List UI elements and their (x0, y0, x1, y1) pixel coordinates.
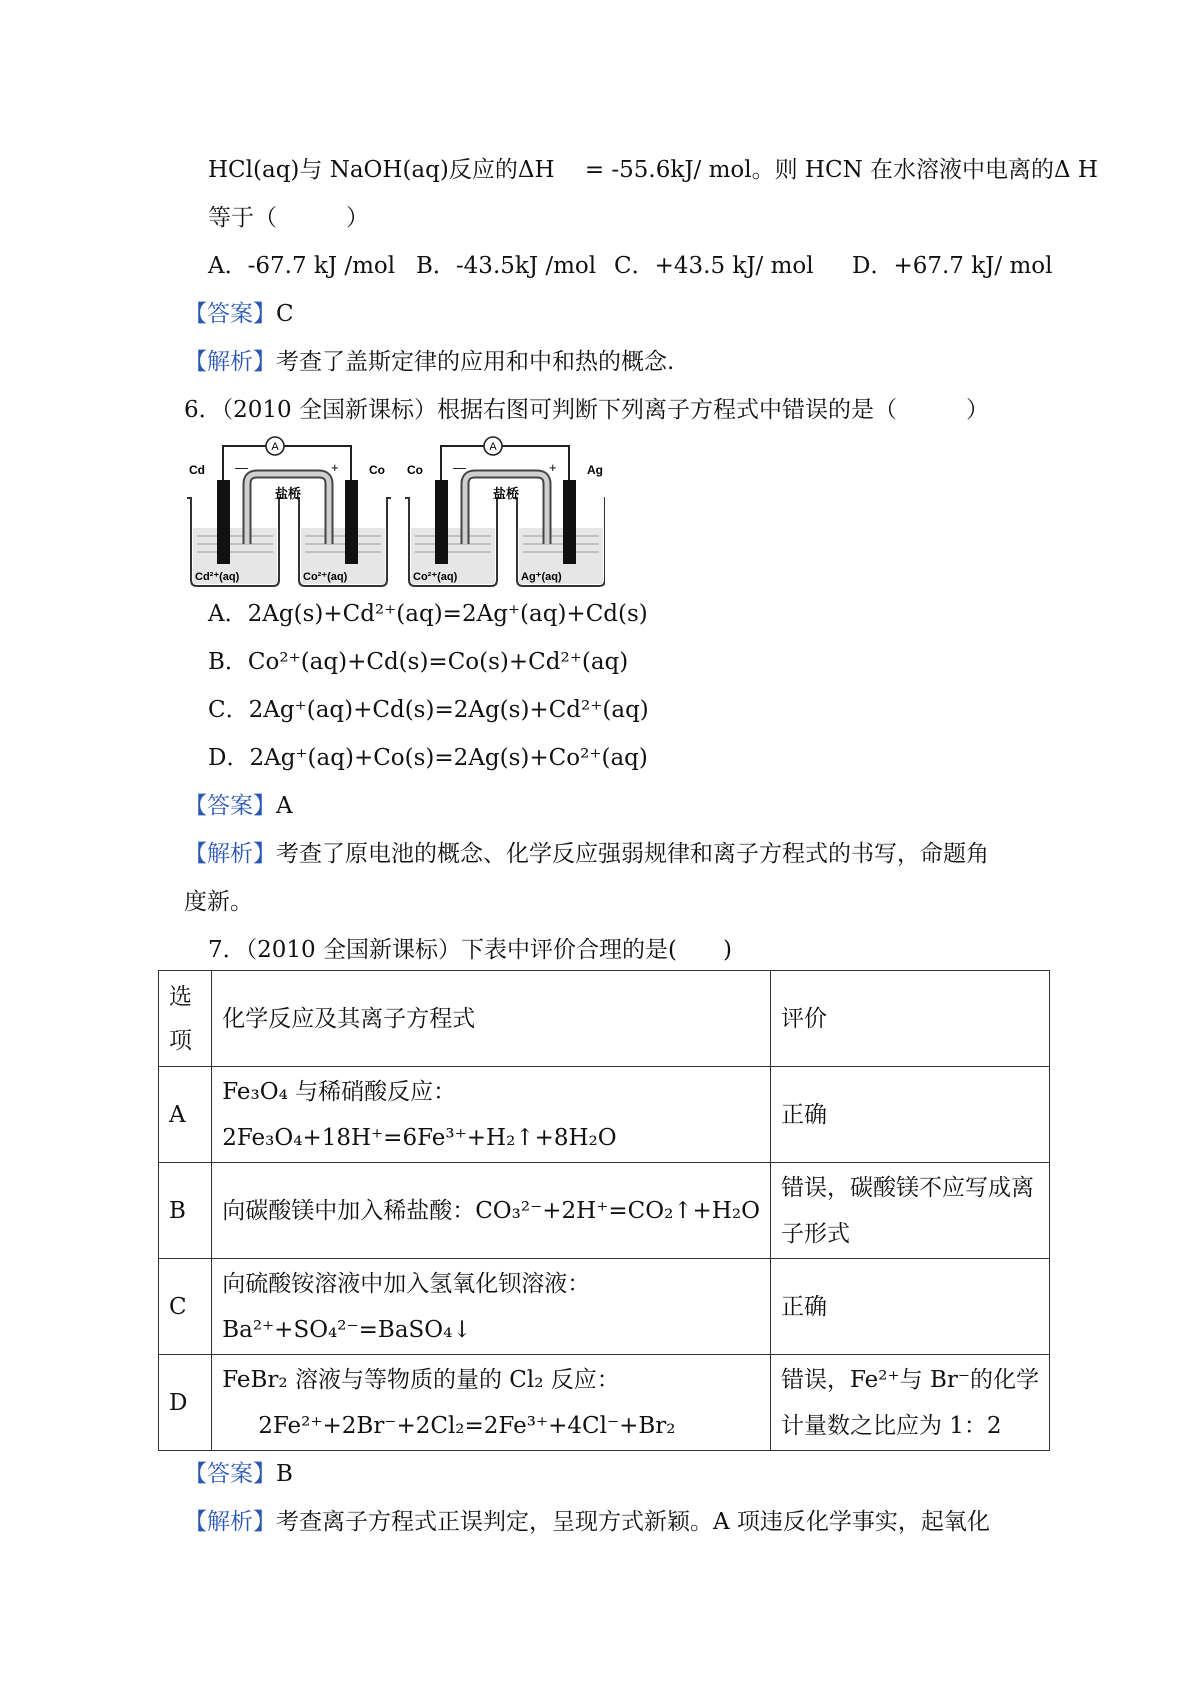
right-galvanic-cell (405, 437, 605, 586)
option-equation: 2Ag⁺(aq)+Cd(s)=2Ag(s)+Cd²⁺(aq) (248, 697, 649, 723)
cathode-label: Ag (587, 463, 603, 477)
q7-analysis (184, 1506, 990, 1538)
q7-answer (184, 1458, 293, 1490)
analysis-text: 考查了盖斯定律的应用和中和热的概念. (276, 349, 675, 375)
answer-tag: 【答案】 (184, 1461, 276, 1487)
answer-value: C (276, 301, 294, 327)
plus-sign: + (331, 460, 339, 475)
q6-option-b (208, 646, 628, 678)
row-reaction: 向碳酸镁中加入稀盐酸：CO₃²⁻+2H⁺=CO₂↑+H₂O (212, 1163, 771, 1259)
table-header-row (159, 971, 1050, 1067)
q5-options (208, 250, 1052, 282)
q5-answer (184, 298, 294, 330)
galvanic-cell-diagram (185, 432, 605, 592)
option-label: D． (208, 745, 250, 771)
row-evaluation: 错误，Fe²⁺与 Br⁻的化学 计量数之比应为 1：2 (770, 1355, 1049, 1451)
q5-stem-line2: 等于（ ） (208, 205, 369, 231)
row-evaluation: 正确 (770, 1259, 1049, 1355)
option-label: A． (208, 601, 248, 627)
solution-left-label: Cd²⁺(aq) (195, 571, 240, 583)
row-reaction: 向硫酸铵溶液中加入氢氧化钡溶液： Ba²⁺+SO₄²⁻=BaSO₄↓ (212, 1259, 771, 1355)
option-label: B． (208, 649, 248, 675)
q6-option-d (208, 742, 648, 774)
analysis-tag: 【解析】 (184, 1509, 276, 1535)
electrode-right (563, 480, 576, 564)
solution-right-label: Co²⁺(aq) (303, 571, 348, 583)
q6-option-a (208, 598, 648, 630)
q6-answer (184, 790, 293, 822)
evaluation-table (158, 970, 1050, 1451)
minus-sign: — (453, 460, 466, 475)
row-reaction: Fe₃O₄ 与稀硝酸反应： 2Fe₃O₄+18H⁺=6Fe³⁺+H₂↑+8H₂O (212, 1067, 771, 1163)
answer-value: B (276, 1461, 293, 1487)
option-equation: 2Ag(s)+Cd²⁺(aq)=2Ag⁺(aq)+Cd(s) (247, 601, 648, 627)
ammeter-label: A (489, 441, 497, 453)
q6-option-c (208, 694, 649, 726)
row-evaluation: 错误，碳酸镁不应写成离 子形式 (770, 1163, 1049, 1259)
analysis-text: 考查离子方程式正误判定，呈现方式新颖。A 项违反化学事实，起氧化 (276, 1509, 990, 1535)
plus-sign: + (549, 460, 557, 475)
table-row (159, 1067, 1050, 1163)
q5-option-d: D．+67.7 kJ/ mol (852, 253, 1053, 279)
table-row (159, 1355, 1050, 1451)
row-option: B (159, 1163, 212, 1259)
row-option: D (159, 1355, 212, 1451)
ammeter-label: A (271, 441, 279, 453)
analysis-tag: 【解析】 (184, 841, 276, 867)
solution-left-label: Co²⁺(aq) (413, 571, 458, 583)
option-label: C． (208, 697, 249, 723)
q6-analysis-line1 (184, 838, 989, 870)
minus-sign: — (235, 460, 248, 475)
table-row (159, 1259, 1050, 1355)
anode-label: Co (407, 463, 423, 477)
salt-bridge-label: 盐桥 (492, 486, 520, 501)
row-evaluation: 正确 (770, 1067, 1049, 1163)
header-option: 选项 (159, 971, 212, 1067)
row-reaction: FeBr₂ 溶液与等物质的量的 Cl₂ 反应： 2Fe²⁺+2Br⁻+2Cl₂=2Fe³⁺+4Cl⁻+Br₂ (212, 1355, 771, 1451)
option-equation: Co²⁺(aq)+Cd(s)=Co(s)+Cd²⁺(aq) (247, 649, 629, 675)
electrode-right (345, 480, 358, 564)
table-row (159, 1163, 1050, 1259)
electrode-left (217, 480, 230, 564)
analysis-tag: 【解析】 (184, 349, 276, 375)
q7-stem: 7．（2010 全国新课标）下表中评价合理的是( ) (208, 937, 732, 963)
q5-option-b: B．-43.5kJ /mol (416, 253, 597, 279)
q5-stem-line1: HCl(aq)与 NaOH(aq)反应的ΔH = -55.6kJ/ mol。则 HCN 在水溶液中电离的Δ H (208, 157, 1098, 183)
answer-value: A (276, 793, 293, 819)
analysis-text: 考查了原电池的概念、化学反应强弱规律和离子方程式的书写，命题角 (276, 841, 989, 867)
left-galvanic-cell (187, 437, 391, 586)
q6-analysis-line2: 度新。 (184, 889, 253, 915)
answer-tag: 【答案】 (184, 301, 276, 327)
electrode-left (435, 480, 448, 564)
anode-label: Cd (189, 463, 205, 477)
q5-analysis (184, 346, 674, 378)
option-equation: 2Ag⁺(aq)+Co(s)=2Ag(s)+Co²⁺(aq) (249, 745, 648, 771)
q6-stem: 6．（2010 全国新课标）根据右图可判断下列离子方程式中错误的是（ ） (184, 397, 989, 423)
row-option: A (159, 1067, 212, 1163)
header-evaluation: 评价 (770, 971, 1049, 1067)
cathode-label: Co (369, 463, 385, 477)
header-reaction: 化学反应及其离子方程式 (212, 971, 771, 1067)
answer-tag: 【答案】 (184, 793, 276, 819)
q5-option-a: A．-67.7 kJ /mol (208, 253, 396, 279)
solution-right-label: Ag⁺(aq) (521, 571, 562, 583)
q5-option-c: C．+43.5 kJ/ mol (614, 253, 814, 279)
row-option: C (159, 1259, 212, 1355)
salt-bridge-label: 盐桥 (274, 486, 302, 501)
